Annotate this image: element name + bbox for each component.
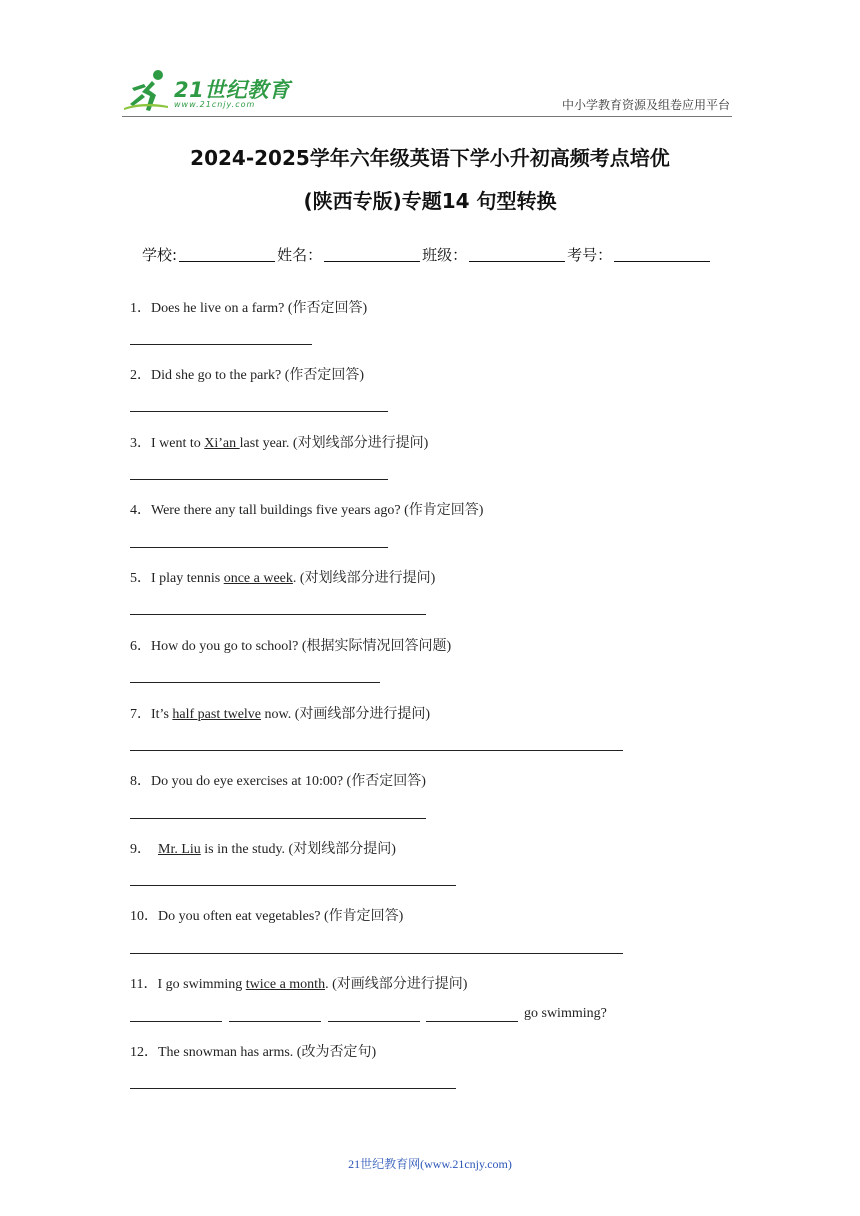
- question-3: [130, 432, 428, 452]
- question-text-tail: is in the study. (对划线部分提问): [200, 842, 396, 857]
- name-label: 姓名：: [277, 246, 323, 264]
- class-label: 班级：: [422, 246, 468, 264]
- student-info-row: [142, 244, 712, 265]
- underlined-part: once a week: [223, 571, 293, 586]
- answer-line-8[interactable]: [130, 818, 426, 819]
- answer-blank-11-3[interactable]: [328, 1021, 420, 1022]
- underlined-part: Mr. Liu: [158, 842, 201, 857]
- question-text: Do you do eye exercises at 10:00? (作否定回答): [151, 774, 426, 789]
- question-number: 10．: [130, 909, 158, 924]
- question-text-tail: now. (对画线部分进行提问): [261, 707, 431, 722]
- answer-line-7[interactable]: [130, 750, 623, 751]
- question-number: 6．: [130, 639, 151, 654]
- question-12: [130, 1041, 376, 1061]
- answer-blank-11-4[interactable]: [426, 1021, 518, 1022]
- question-1: [130, 297, 367, 317]
- footer-text: 21世纪教育网(www.21cnjy.com): [348, 1157, 512, 1171]
- answer-line-1[interactable]: [130, 344, 312, 345]
- question-10: [130, 905, 403, 925]
- answer-line-12[interactable]: [130, 1088, 456, 1089]
- answer-line-9[interactable]: [130, 885, 456, 886]
- question-6: [130, 635, 451, 655]
- question-number: 2．: [130, 368, 151, 383]
- question-5: [130, 567, 435, 587]
- page-title-line2: (陕西专版)专题14 句型转换: [303, 189, 557, 213]
- question-text: The snowman has arms. (改为否定句): [158, 1045, 377, 1060]
- question-text: Does he live on a farm? (作否定回答): [151, 301, 368, 316]
- question-text-tail: last year. (对划线部分进行提问): [239, 436, 429, 451]
- logo-url: www.21cnjy.com: [174, 100, 256, 109]
- question-text: How do you go to school? (根据实际情况回答问题): [151, 639, 452, 654]
- platform-text: 中小学教育资源及组卷应用平台: [561, 98, 730, 112]
- underlined-part: Xi’an: [204, 436, 240, 451]
- question-text: Did she go to the park? (作否定回答): [151, 368, 365, 383]
- question-number: 12．: [130, 1045, 158, 1060]
- question-number: 7．: [130, 707, 151, 722]
- question-11-tail: go swimming?: [524, 1006, 607, 1021]
- question-text-tail: . (对画线部分进行提问): [325, 977, 468, 992]
- question-2: [130, 364, 364, 384]
- school-label: 学校:: [142, 246, 178, 264]
- answer-line-3[interactable]: [130, 479, 388, 480]
- question-4: [130, 499, 483, 519]
- runner-logo-icon: [122, 68, 172, 114]
- site-logo: [122, 68, 292, 118]
- question-number: 5．: [130, 571, 151, 586]
- question-number: 11．: [130, 977, 158, 992]
- question-7: [130, 703, 430, 723]
- answer-line-6[interactable]: [130, 682, 380, 683]
- question-number: 8．: [130, 774, 151, 789]
- question-text: [151, 842, 158, 857]
- question-text: I went to: [151, 436, 205, 451]
- question-9: [130, 838, 396, 858]
- question-11: [130, 973, 467, 993]
- answer-blank-11-1[interactable]: [130, 1021, 222, 1022]
- question-number: 9．: [130, 842, 151, 857]
- question-text: Do you often eat vegetables? (作肯定回答): [158, 909, 404, 924]
- exam-number-field[interactable]: [614, 245, 710, 262]
- underlined-part: twice a month: [245, 977, 326, 992]
- question-text: I go swimming: [157, 977, 246, 992]
- question-text: I play tennis: [151, 571, 224, 586]
- question-text: It’s: [151, 707, 173, 722]
- question-text: Were there any tall buildings five years ago? (作肯定回答): [151, 503, 484, 518]
- answer-line-4[interactable]: [130, 547, 388, 548]
- answer-line-2[interactable]: [130, 411, 388, 412]
- answer-line-5[interactable]: [130, 614, 426, 615]
- question-number: 3．: [130, 436, 151, 451]
- question-number: 4．: [130, 503, 151, 518]
- exam-number-label: 考号：: [567, 246, 613, 264]
- answer-line-10[interactable]: [130, 953, 623, 954]
- question-number: 1．: [130, 301, 151, 316]
- name-field[interactable]: [324, 245, 420, 262]
- school-field[interactable]: [179, 245, 275, 262]
- class-field[interactable]: [469, 245, 565, 262]
- answer-blank-11-2[interactable]: [229, 1021, 321, 1022]
- header-divider: [122, 116, 732, 117]
- question-8: [130, 770, 426, 790]
- underlined-part: half past twelve: [172, 707, 262, 722]
- question-text-tail: . (对划线部分进行提问): [292, 571, 436, 586]
- page-title-line1: 2024-2025学年六年级英语下学小升初高频考点培优: [190, 146, 670, 170]
- logo-name: 21世纪教育: [174, 78, 291, 102]
